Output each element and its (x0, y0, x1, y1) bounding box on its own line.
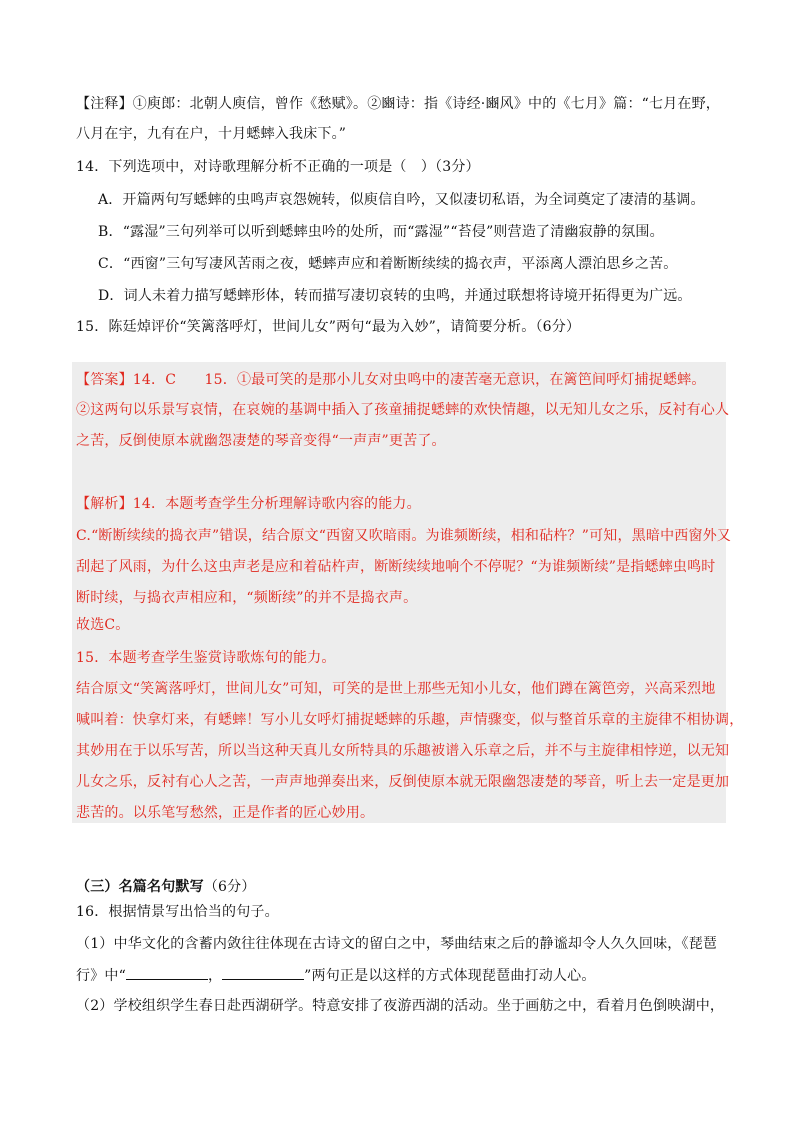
analysis-line: 其妙用在于以乐写苦，所以当这种天真儿女所特具的乐趣被谱入乐章之后，并不与主旋律相悖逆，以无知 (76, 743, 730, 759)
analysis-line: 儿女之乐，反衬有心人之苦，一声声地弹奏出来，反倒使原本就无限幽怨凄楚的琴音，听上去一定是更加 (76, 774, 730, 790)
q14-option-a: A．开篇两句写蟋蟀的虫鸣声哀怨婉转，似庾信自吟，又似凄切私语，为全词奠定了凄清的基调。 (98, 192, 705, 208)
q16-stem: 16．根据情景写出恰当的句子。 (76, 904, 279, 920)
q16-item2-line1: （2）学校组织学生春日赴西湖研学。特意安排了夜游西湖的活动。坐于画舫之中，看着月色倒映湖中， (76, 998, 725, 1014)
q16-item1-sep: ， (207, 968, 223, 984)
answer-blank-2[interactable] (222, 965, 304, 980)
section-title: （三）名篇名句默写 (76, 879, 204, 895)
q14-option-b: B．“露湿”三句列举可以听到蟋蟀虫吟的处所，而“露湿”“苔侵”则营造了清幽寂静的氛围。 (98, 224, 664, 240)
analysis-line: 结合原文“笑篱落呼灯，世间儿女”可知，可笑的是世上那些无知小儿女，他们蹲在篱笆旁，兴高采烈地 (76, 681, 716, 697)
section-score: （6分） (203, 879, 256, 895)
q16-item1-line2 (76, 965, 596, 986)
analysis-line: 断时续，与捣衣声相应和，“频断续”的并不是捣衣声。 (76, 590, 418, 606)
q15-stem: 15．陈廷焯评价“笑篱落呼灯，世间儿女”两句“最为入妙”，请简要分析。（6分） (76, 319, 581, 335)
analysis-line: 喊叫着：快拿灯来，有蟋蟀！写小儿女呼灯捕捉蟋蟀的乐趣，声情骤变，似与整首乐章的主旋律不相协调， (76, 712, 744, 728)
q14-option-d: D．词人未着力描写蟋蟀形体，转而描写凄切哀转的虫鸣，并通过联想将诗境开拓得更为广远。 (98, 288, 692, 304)
q14-option-c: C．“西窗”三句写凄风苦雨之夜，蟋蟀声应和着断断续续的捣衣声，平添离人漂泊思乡之苦。 (98, 256, 678, 272)
analysis-line: 悲苦的。以乐笔写愁然，正是作者的匠心妙用。 (76, 805, 375, 821)
analysis-line: 15．本题考查学生鉴赏诗歌炼句的能力。 (76, 650, 336, 666)
section-heading (76, 877, 256, 897)
analysis-line: 【解析】14．本题考查学生分析理解诗歌内容的能力。 (76, 496, 421, 512)
answer-line-2: ②这两句以乐景写哀情，在哀婉的基调中插入了孩童捕捉蟋蟀的欢快情趣，以无知儿女之乐，反衬有心人 (76, 402, 730, 418)
analysis-line: 故选C。 (76, 617, 130, 633)
answer-blank-1[interactable] (126, 965, 208, 980)
analysis-line: 刮起了风雨，为什么这虫声老是应和着砧杵声，断断续续地响个不停呢？“为谁频断续”是指蟋蟀虫鸣时 (76, 559, 716, 575)
answer-line-1: 【答案】14．C 15．①最可笑的是那小儿女对虫鸣中的凄苦毫无意识，在篱笆间呼灯捕捉蟋蟀。 (76, 372, 706, 388)
q14-stem: 14．下列选项中，对诗歌理解分析不正确的一项是（ ）（3分） (76, 159, 480, 175)
q16-item1-prefix: 行》中“ (76, 968, 126, 984)
q16-item1-suffix: ”两句正是以这样的方式体现琵琶曲打动人心。 (304, 968, 596, 984)
q16-item1-line1: （1）中华文化的含蓄内敛往往体现在古诗文的留白之中，琴曲结束之后的静谧却令人久久回味，《琵琶 (76, 936, 718, 952)
note-line-1: 【注释】①庾郎：北朝人庾信，曾作《愁赋》。②豳诗：指《诗经·豳风》中的《七月》篇：“七月在野， (76, 96, 721, 112)
analysis-line: C.“断断续续的捣衣声”错误，结合原文“西窗又吹暗雨。为谁频断续，相和砧杵？”可知，黑暗中西窗外又 (76, 528, 732, 544)
answer-line-3: 之苦，反倒使原本就幽怨凄楚的琴音变得“一声声”更苦了。 (76, 433, 446, 449)
note-line-2: 八月在宇，九有在户，十月蟋蟀入我床下。” (76, 126, 347, 142)
